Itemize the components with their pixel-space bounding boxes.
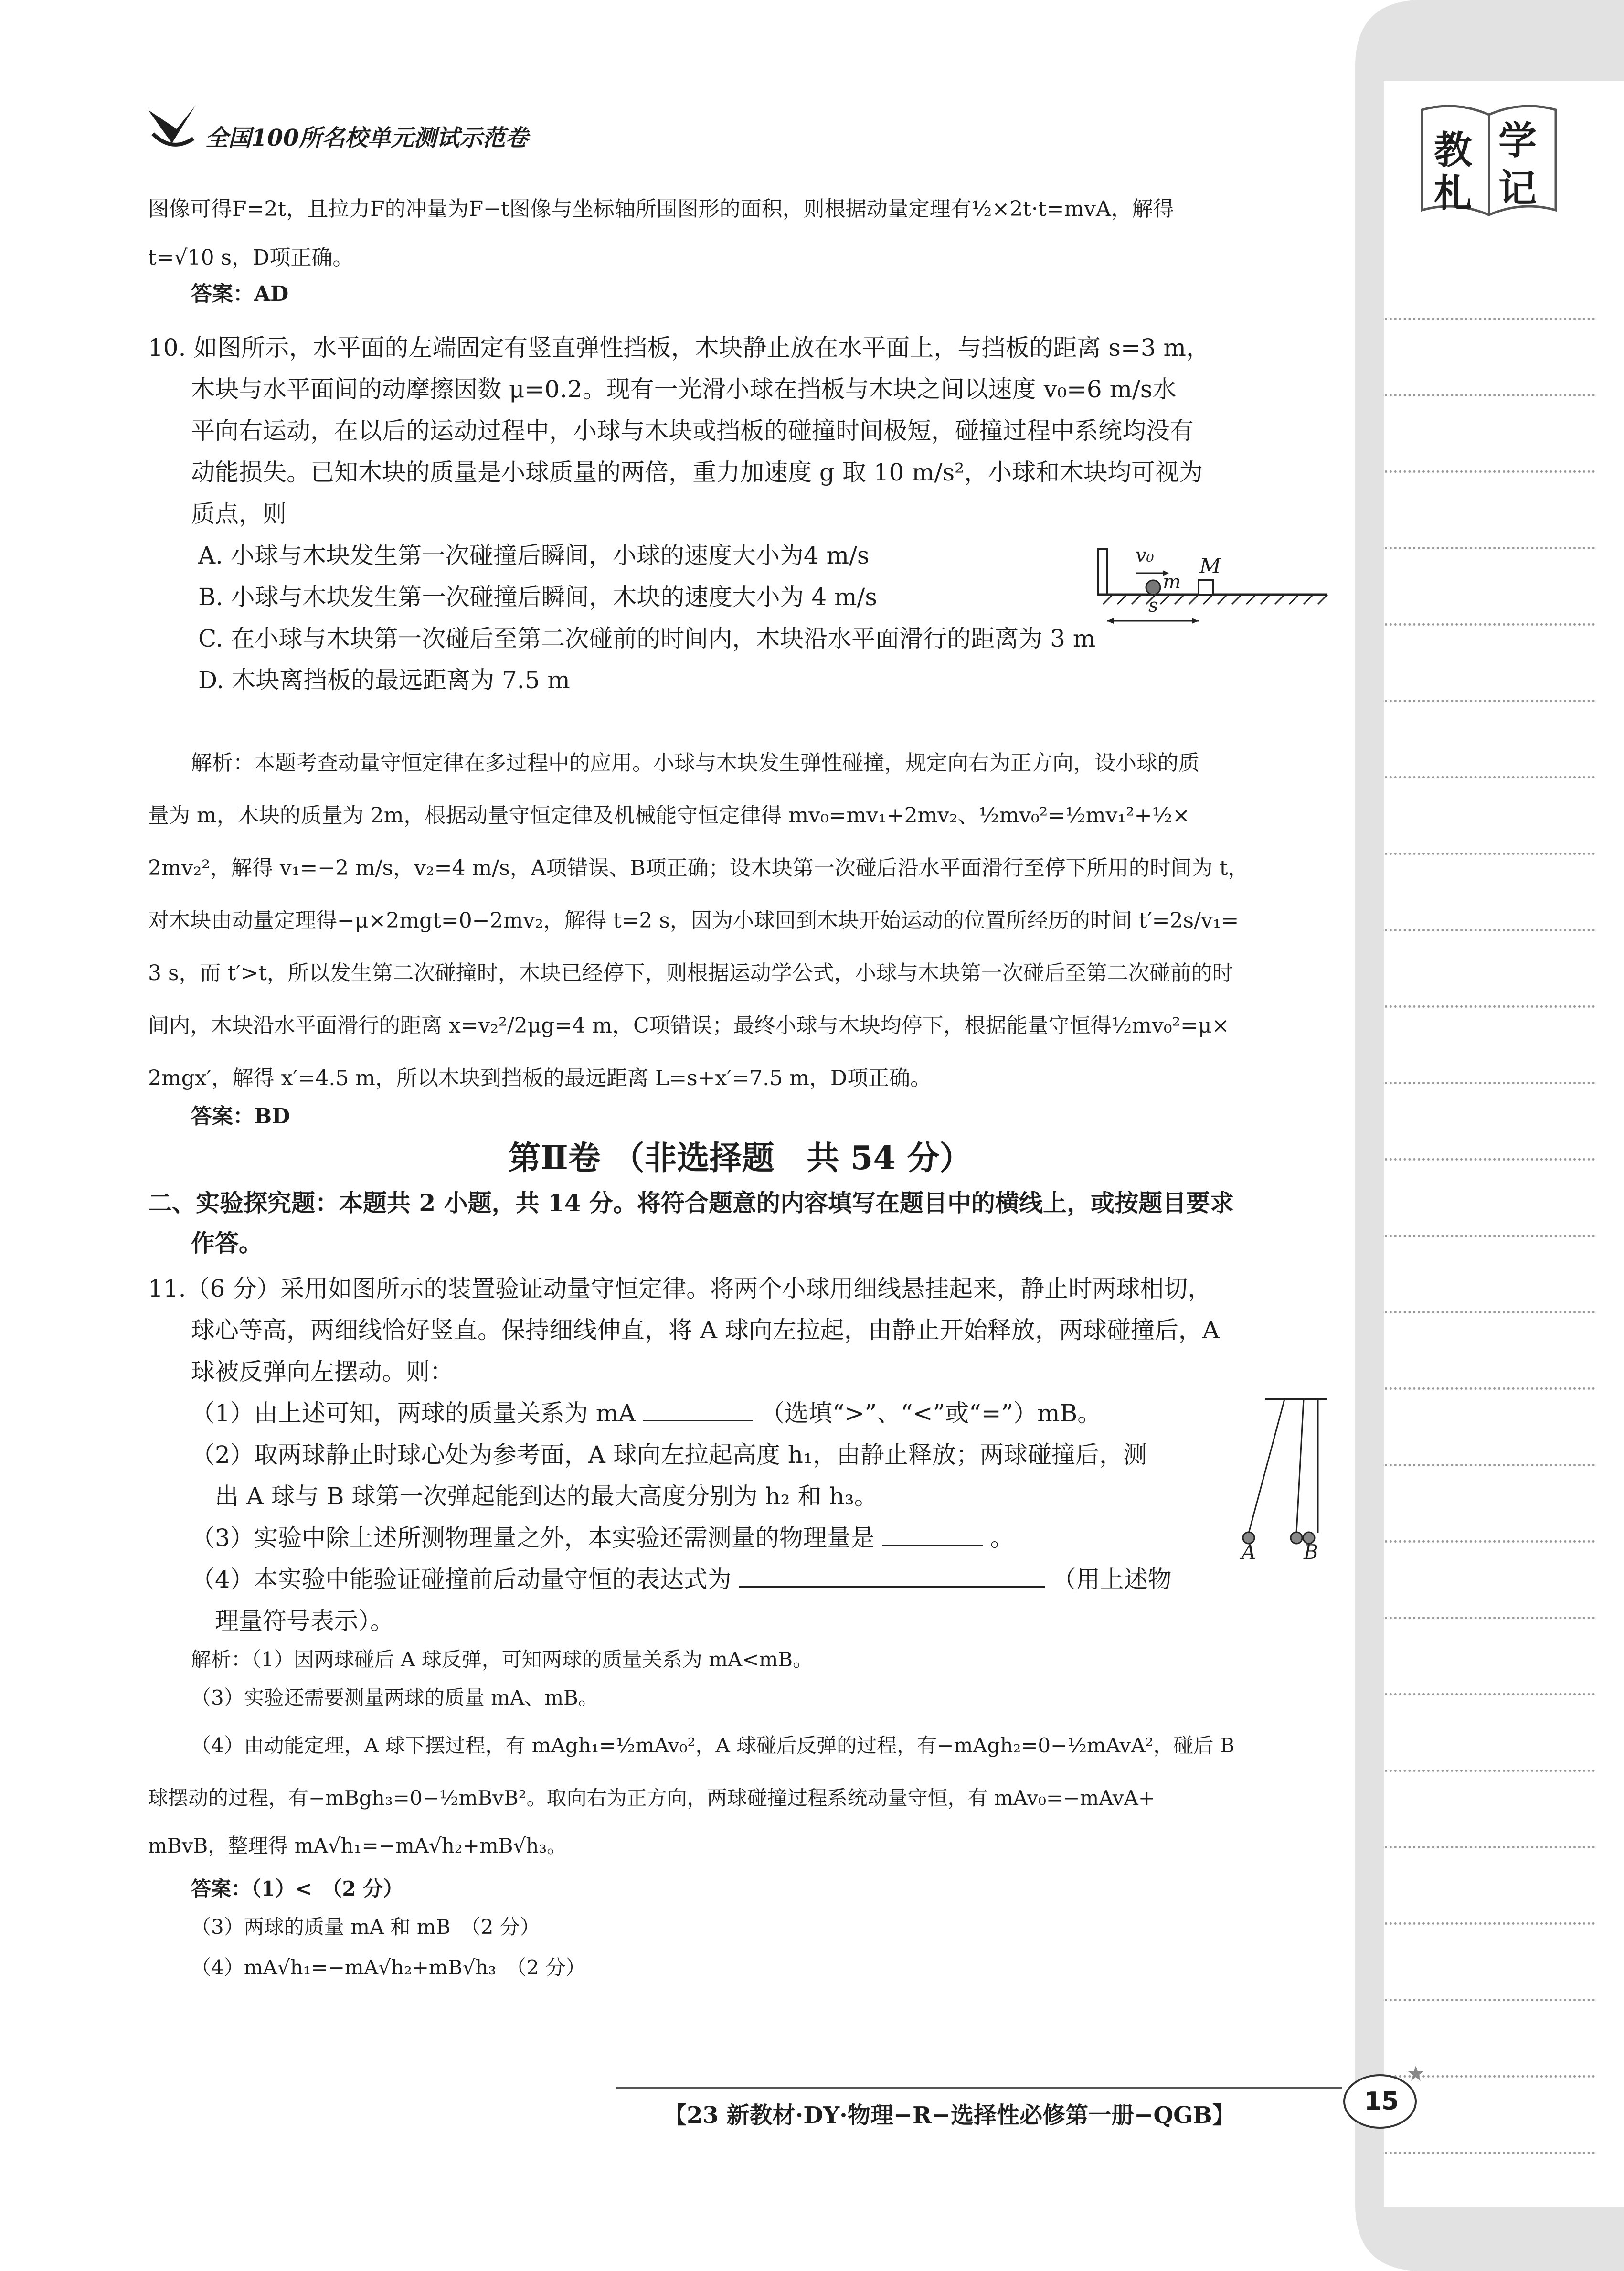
q10-line-1: 10. 如图所示，水平面的左端固定有竖直弹性挡板，木块静止放在水平面上，与挡板的距离 s=3 m， xyxy=(148,334,1210,362)
q10-analysis-line-1: 解析：本题考查动量守恒定律在多过程中的应用。小球与木块发生弹性碰撞，规定向右为正方向，设小球的质 xyxy=(191,751,1199,775)
q10-analysis-line-2: 量为 m，木块的质量为 2m，根据动量守恒定律及机械能守恒定律得 mv₀=mv₁+2mv₂、½mv₀²=½mv₁²+½× xyxy=(148,803,1190,828)
q10-analysis-line-3: 2mv₂²，解得 v₁=−2 m/s，v₂=4 m/s，A项错误、B项正确；设木块第一次碰后沿水平面滑行至停下所用的时间为 t， xyxy=(148,856,1249,880)
q11-sub4-pre: （4）本实验中能验证碰撞前后动量守恒的表达式为 xyxy=(191,1566,732,1593)
q10-line-3: 平向右运动，在以后的运动过程中，小球与木块或挡板的碰撞时间极短，碰撞过程中系统均没有 xyxy=(191,417,1194,445)
q11-answer-4: （4）mA√h₁=−mA√h₂+mB√h₃ （2 分） xyxy=(191,1956,586,1979)
q11-sub1 xyxy=(148,1393,1332,1434)
question-11 xyxy=(148,1268,1332,1642)
section-2 xyxy=(148,1134,1332,1262)
q10-line-2: 木块与水平面间的动摩擦因数 μ=0.2。现有一光滑小球在挡板与木块之间以速度 v₀=6 m/s水 xyxy=(191,375,1177,403)
q11-sub3-pre: （3）实验中除上述所测物理量之外，本实验还需测量的物理量是 xyxy=(191,1524,875,1552)
q11-analysis-line-2: （3）实验还需要测量两球的质量 mA、mB。 xyxy=(191,1686,598,1709)
intro-answer: 答案：AD xyxy=(191,282,289,306)
q11-analysis-line-3: （4）由动能定理，A 球下摆过程，有 mAgh₁=½mAv₀²，A 球碰后反弹的过程，有−mAgh₂=0−½mAvA²，碰后 B xyxy=(191,1734,1235,1757)
q11-figure xyxy=(1232,1395,1337,1567)
q10-analysis xyxy=(148,743,1332,1134)
q11-analysis-line-4: 球摆动的过程，有−mBgh₃=0−½mBvB²。取向右为正方向，两球碰撞过程系统动量守恒，有 mAv₀=−mAvA+ xyxy=(148,1786,1156,1810)
intro-block xyxy=(148,189,1332,310)
notes-title-box xyxy=(1417,100,1560,224)
q11-sub3 xyxy=(148,1517,1332,1559)
q11-sub3-post: 。 xyxy=(990,1524,1014,1552)
q10-label-v0: v₀ xyxy=(1136,544,1154,566)
q11-answer-3: （3）两球的质量 mA 和 mB （2 分） xyxy=(191,1915,540,1939)
q10-line-4: 动能损失。已知木块的质量是小球质量的两倍，重力加速度 g 取 10 m/s²，小球和木块均可视为 xyxy=(191,458,1203,486)
q11-label-B: B xyxy=(1304,1540,1318,1564)
q10-option-c: C. 在小球与木块第一次碰后至第二次碰前的时间内，木块沿水平面滑行的距离为 3 m xyxy=(198,625,1096,652)
q11-sub4-line-2: 理量符号表示）。 xyxy=(215,1607,394,1635)
q11-line-2: 球心等高，两细线恰好竖直。保持细线伸直，将 A 球向左拉起，由静止开始释放，两球碰撞后，A xyxy=(191,1316,1220,1344)
q11-sub1-pre: （1）由上述可知，两球的质量关系为 mA xyxy=(191,1399,636,1427)
footer-rule xyxy=(616,2087,1342,2089)
q10-analysis-line-5: 3 s，而 t′>t，所以发生第二次碰撞时，木块已经停下，则根据运动学公式，小球与木块第一次碰后至第二次碰前的时 xyxy=(148,961,1233,985)
q11-analysis-line-1: 解析：（1）因两球碰后 A 球反弹，可知两球的质量关系为 mA<mB。 xyxy=(191,1648,813,1671)
q11-line-3: 球被反弹向左摆动。则： xyxy=(191,1358,454,1386)
page-number: 15 xyxy=(1364,2087,1399,2116)
q11-sub1-post: （选填“>”、“<”或“=”）mB。 xyxy=(761,1399,1102,1427)
header xyxy=(143,100,573,162)
q11-sub2-line-1: （2）取两球静止时球心处为参考面，A 球向左拉起高度 h₁，由静止释放；两球碰撞后，测 xyxy=(191,1441,1147,1469)
q10-line-5: 质点，则 xyxy=(191,500,287,528)
logo-icon xyxy=(143,100,201,158)
notes-char-2: 学 xyxy=(1498,118,1537,163)
notes-char-4: 记 xyxy=(1498,166,1537,211)
notes-sidebar-bg xyxy=(1355,0,1624,2271)
q10-analysis-line-6: 间内，木块沿水平面滑行的距离 x=v₂²/2μg=4 m，C项错误；最终小球与木块均停下，根据能量守恒得½mv₀²=μ× xyxy=(148,1013,1230,1038)
q11-sub2-line-2: 出 A 球与 B 球第一次弹起能到达的最大高度分别为 h₂ 和 h₃。 xyxy=(215,1482,878,1510)
q11-label-A: A xyxy=(1242,1540,1256,1564)
brand-title: 全国100所名校单元测试示范卷 xyxy=(205,125,529,151)
q10-analysis-line-4: 对木块由动量定理得−μ×2mgt=0−2mv₂，解得 t=2 s，因为小球回到木块开始运动的位置所经历的时间 t′=2s/v₁= xyxy=(148,908,1239,933)
q11-sub4 xyxy=(148,1559,1332,1600)
q11-analysis xyxy=(148,1641,1332,1989)
q10-option-a: A. 小球与木块发生第一次碰撞后瞬间，小球的速度大小为4 m/s xyxy=(198,542,870,569)
q10-label-M: M xyxy=(1199,554,1221,578)
q11-sub3-blank[interactable] xyxy=(882,1521,983,1546)
q11-answer-1: 答案：（1）< （2 分） xyxy=(191,1877,403,1900)
q11-sub1-blank[interactable] xyxy=(643,1396,753,1421)
notes-char-1: 教 xyxy=(1434,128,1472,172)
section-2-title: 第Ⅱ卷 （非选择题 共 54 分） xyxy=(508,1139,972,1177)
q10-answer: 答案：BD xyxy=(191,1104,290,1129)
q10-label-s: s xyxy=(1148,595,1158,617)
footer-code: 【23 新教材·DY·物理−R−选择性必修第一册−QGB】 xyxy=(664,2102,1235,2129)
q11-line-1: 11.（6 分）采用如图所示的装置验证动量守恒定律。将两个小球用细线悬挂起来，静止时两球相切， xyxy=(148,1275,1212,1302)
notes-sidebar xyxy=(1355,0,1624,2271)
q10-figure xyxy=(1089,544,1337,640)
q10-option-b: B. 小球与木块发生第一次碰撞后瞬间，木块的速度大小为 4 m/s xyxy=(198,583,878,611)
q10-label-m: m xyxy=(1163,571,1181,593)
q10-option-d: D. 木块离挡板的最远距离为 7.5 m xyxy=(198,666,570,694)
intro-line-1: 图像可得F=2t，且拉力F的冲量为F−t图像与坐标轴所围图形的面积，则根据动量定理有½×2t·t=mvA，解得 xyxy=(148,197,1174,221)
notes-char-3: 札 xyxy=(1434,171,1472,215)
section-2-instruction-2: 作答。 xyxy=(191,1229,263,1257)
q10-analysis-line-7: 2mgx′，解得 x′=4.5 m，所以木块到挡板的最远距离 L=s+x′=7.5 m，D项正确。 xyxy=(148,1066,932,1090)
page-number-badge xyxy=(1339,2063,1425,2135)
section-2-instruction-1: 二、实验探究题：本题共 2 小题，共 14 分。将符合题意的内容填写在题目中的横线上，或按题目要求 xyxy=(148,1189,1234,1217)
q11-sub4-blank[interactable] xyxy=(739,1562,1045,1588)
q11-sub4-post: （用上述物 xyxy=(1052,1566,1172,1593)
q11-analysis-line-5: mBvB，整理得 mA√h₁=−mA√h₂+mB√h₃。 xyxy=(148,1834,567,1857)
question-10 xyxy=(148,327,1332,701)
intro-line-2: t=√10 s，D项正确。 xyxy=(148,245,354,270)
